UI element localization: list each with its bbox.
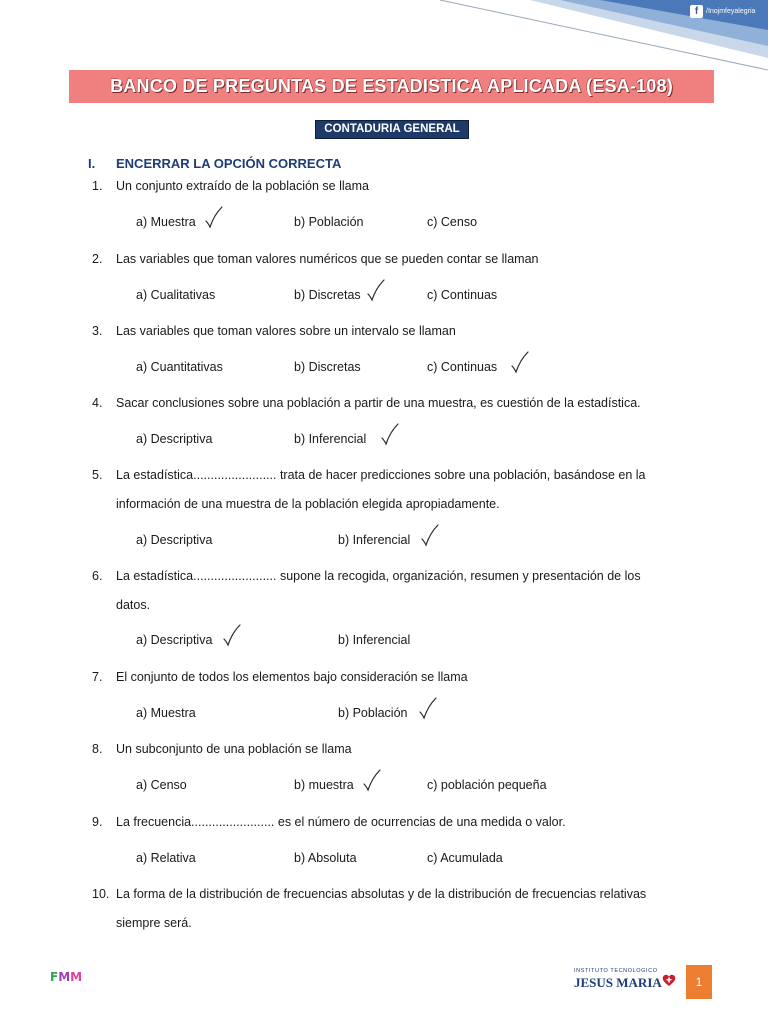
question-text: La estadística........................ supone la recogida, organización, resumen y presentación de los <box>116 569 641 583</box>
question-text: siempre será. <box>116 916 192 930</box>
question-number: 1. <box>92 179 103 193</box>
checkmark-icon <box>510 350 532 376</box>
footer-initial: M <box>70 970 83 984</box>
answer-option[interactable]: c) Continuas <box>427 360 498 374</box>
question-number: 10. <box>92 887 110 901</box>
facebook-tag-text: /Inojmfeyalegria <box>706 7 756 15</box>
checkmark-icon <box>380 422 402 448</box>
question-text: La forma de la distribución de frecuencias absolutas y de la distribución de frecuencias relativas <box>116 887 647 901</box>
question-text: datos. <box>116 598 151 612</box>
answer-option[interactable]: b) Inferencial <box>338 633 411 647</box>
title-banner <box>69 70 714 103</box>
answer-option[interactable]: a) Relativa <box>136 851 196 865</box>
answer-option[interactable]: b) Inferencial <box>338 533 411 547</box>
institute-logo <box>574 968 679 994</box>
checkmark-icon <box>420 523 442 549</box>
checkmark-icon <box>204 205 226 231</box>
answer-option[interactable]: b) muestra <box>294 778 354 792</box>
question-text: Las variables que toman valores numéricos que se pueden contar se llaman <box>116 252 539 266</box>
answer-option[interactable]: a) Descriptiva <box>136 533 213 547</box>
logo-small-text: INSTITUTO TECNOLOGICO <box>574 968 658 974</box>
answer-option[interactable]: a) Cuantitativas <box>136 360 223 374</box>
question-number: 7. <box>92 670 103 684</box>
footer-initials <box>50 970 82 984</box>
answer-option[interactable]: a) Descriptiva <box>136 633 213 647</box>
facebook-tag[interactable] <box>690 2 755 20</box>
answer-option[interactable]: b) Discretas <box>294 360 361 374</box>
answer-option[interactable]: c) población pequeña <box>427 778 547 792</box>
answer-option[interactable]: a) Cualitativas <box>136 288 216 302</box>
answer-option[interactable]: b) Población <box>338 706 408 720</box>
answer-option[interactable]: c) Censo <box>427 215 478 229</box>
checkmark-icon <box>366 278 388 304</box>
page-number-badge: 1 <box>686 965 712 999</box>
answer-option[interactable]: b) Población <box>294 215 364 229</box>
answer-option[interactable]: b) Absoluta <box>294 851 357 865</box>
question-number: 6. <box>92 569 103 583</box>
question-text: información de una muestra de la población elegida apropiadamente. <box>116 497 500 511</box>
footer-initial: M <box>58 970 71 984</box>
document-title: BANCO DE PREGUNTAS DE ESTADISTICA APLICADA (ESA-108) <box>110 76 673 96</box>
answer-option[interactable]: a) Muestra <box>136 215 196 229</box>
answer-option[interactable]: b) Inferencial <box>294 432 367 446</box>
question-text: Un conjunto extraído de la población se llama <box>116 179 369 193</box>
question-number: 8. <box>92 742 103 756</box>
question-text: Sacar conclusiones sobre una población a partir de una muestra, es cuestión de la estadística. <box>116 396 641 410</box>
question-number: 2. <box>92 252 103 266</box>
checkmark-icon <box>418 696 440 722</box>
question-number: 9. <box>92 815 103 829</box>
checkmark-icon <box>222 623 244 649</box>
answer-option[interactable]: b) Discretas <box>294 288 361 302</box>
answer-option[interactable]: a) Descriptiva <box>136 432 213 446</box>
answer-option[interactable]: c) Acumulada <box>427 851 503 865</box>
question-text: La frecuencia........................ es el número de ocurrencias de una medida o valor. <box>116 815 566 829</box>
question-number: 5. <box>92 468 103 482</box>
question-text: Un subconjunto de una población se llama <box>116 742 352 756</box>
document-subtitle: CONTADURIA GENERAL <box>315 120 469 139</box>
question-text: El conjunto de todos los elementos bajo consideración se llama <box>116 670 468 684</box>
heart-emblem-icon <box>661 972 677 988</box>
section-title: ENCERRAR LA OPCIÓN CORRECTA <box>116 156 342 171</box>
question-text: La estadística........................ trata de hacer predicciones sobre una población, basándose en la <box>116 468 646 482</box>
question-number: 4. <box>92 396 103 410</box>
header-ribbon-decoration <box>0 0 768 80</box>
footer-initial: F <box>50 970 59 984</box>
answer-option[interactable]: a) Muestra <box>136 706 196 720</box>
facebook-icon: f <box>690 5 703 18</box>
answer-option[interactable]: c) Continuas <box>427 288 498 302</box>
checkmark-icon <box>362 768 384 794</box>
answer-option[interactable]: a) Censo <box>136 778 187 792</box>
section-heading <box>88 156 341 171</box>
question-number: 3. <box>92 324 103 338</box>
logo-name: JESUS MARIA <box>574 975 662 990</box>
question-text: Las variables que toman valores sobre un intervalo se llaman <box>116 324 456 338</box>
section-number: I. <box>88 156 96 171</box>
